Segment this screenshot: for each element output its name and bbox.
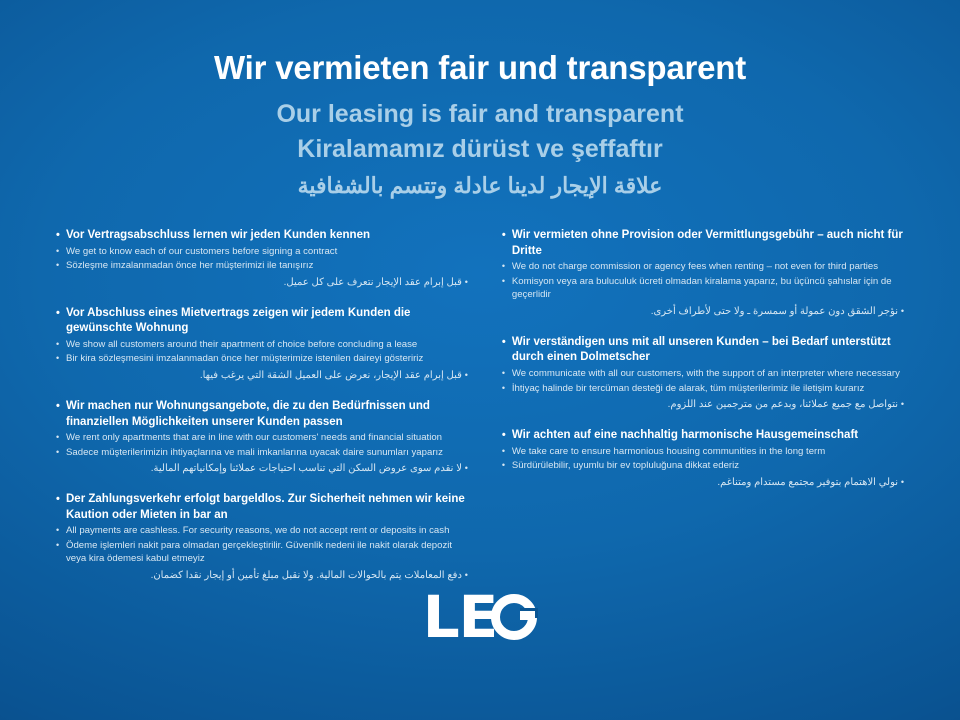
block-heading-text: Wir achten auf eine nachhaltig harmonische Hausgemeinschaft xyxy=(511,429,859,442)
block-heading xyxy=(502,335,904,366)
block-sub xyxy=(56,352,468,366)
bullet-icon: • xyxy=(501,367,506,378)
bullet-icon: • xyxy=(56,493,60,506)
block-sub-text: Sadece müşterilerimizin ihtiyaçlarına ve mali imkanlarına uyacak daire sunumları yaparız xyxy=(66,446,443,458)
logo-g-ring-icon xyxy=(491,594,537,640)
bullet-icon: • xyxy=(464,570,468,581)
block-sub-arabic-text: قبل إبرام عقد الإيجار نتعرف على كل عميل. xyxy=(283,276,462,288)
block-heading-text: Wir verständigen uns mit all unseren Kunden – bei Bedarf unterstützt durch einen Dolmetscher xyxy=(511,335,891,364)
block-sub-text: We communicate with all our customers, with the support of an interpreter where necessary xyxy=(511,367,900,379)
block-sub xyxy=(502,275,904,302)
page-title-tr: Kiralamamız dürüst ve şeffaftır xyxy=(297,135,663,164)
bullet-icon: • xyxy=(56,446,60,457)
block-sub-arabic xyxy=(56,568,468,583)
content-columns xyxy=(0,228,960,599)
bullet-icon: • xyxy=(501,382,506,393)
block-heading xyxy=(56,228,468,244)
block-sub xyxy=(502,445,904,459)
block-sub-text: İhtiyaç halinde bir tercüman desteği de alarak, tüm müşterilerimiz ile iletişim kurarız xyxy=(511,382,865,394)
block-sub-arabic-text: دفع المعاملات يتم بالحوالات المالية. ولا نقبل مبلغ تأمين أو إيجار نقدا كضمان. xyxy=(150,570,462,582)
bullet-icon: • xyxy=(56,432,60,443)
bullet-icon: • xyxy=(56,399,60,412)
block-sub-arabic xyxy=(56,461,468,476)
page-title-de: Wir vermieten fair und transparent xyxy=(213,49,747,86)
bullet-icon: • xyxy=(56,525,60,536)
bullet-icon: • xyxy=(56,539,60,550)
bullet-icon: • xyxy=(501,445,506,456)
bullet-icon: • xyxy=(900,399,904,410)
page-title-ar: علاقة الإيجار لدينا عادلة وتتسم بالشفافية xyxy=(297,173,663,199)
block-sub-text: Komisyon veya ara buluculuk ücreti olmadan kiralama yaparız, bu üçüncü şahıslar için de geçerlidir xyxy=(511,275,892,301)
list-item xyxy=(502,228,904,319)
block-sub-arabic xyxy=(502,304,904,319)
block-heading xyxy=(56,399,468,430)
block-sub xyxy=(502,459,904,473)
block-sub-arabic-text: نولي الاهتمام بتوفير مجتمع مستدام ومتناغم. xyxy=(717,476,899,488)
bullet-icon: • xyxy=(501,229,506,241)
block-sub xyxy=(56,446,468,460)
block-sub-text: We show all customers around their apartment of choice before concluding a lease xyxy=(66,338,418,350)
list-item xyxy=(56,492,468,583)
list-item xyxy=(56,399,468,476)
block-sub xyxy=(502,367,904,381)
bullet-icon: • xyxy=(56,260,60,271)
block-sub xyxy=(56,245,468,259)
list-item xyxy=(502,335,904,412)
block-heading-text: Wir machen nur Wohnungsangebote, die zu den Bedürfnissen und finanziellen Möglichkeiten unserer Kunden passen xyxy=(66,399,430,428)
bullet-icon: • xyxy=(56,306,60,319)
left-column xyxy=(56,228,468,599)
logo-wrap xyxy=(422,583,538,651)
leg-logo xyxy=(0,583,960,652)
block-heading xyxy=(502,428,904,444)
bullet-icon: • xyxy=(56,229,60,241)
block-sub xyxy=(56,338,468,352)
block-sub-text: We get to know each of our customers before signing a contract xyxy=(66,245,338,257)
block-sub-arabic-text: قبل إبرام عقد الإيجار، نعرض على العميل الشقة التي يرغب فيها. xyxy=(199,369,462,381)
block-heading xyxy=(502,228,904,259)
list-item xyxy=(502,428,904,490)
block-sub xyxy=(56,524,468,538)
block-sub-text: We do not charge commission or agency fees when renting – not even for third parties xyxy=(511,261,879,273)
block-heading xyxy=(56,306,468,337)
block-sub-text: All payments are cashless. For security reasons, we do not accept rent or deposits in cash xyxy=(66,525,450,537)
page-title-en: Our leasing is fair and transparent xyxy=(276,99,684,128)
block-sub-arabic-text: لا نقدم سوى عروض السكن التي تناسب احتياجات عملائنا وإمكانياتهم المالية. xyxy=(150,463,462,475)
bullet-icon: • xyxy=(900,476,904,487)
bullet-icon: • xyxy=(464,276,468,287)
block-sub xyxy=(56,259,468,273)
block-sub-arabic xyxy=(502,475,904,490)
headings-group xyxy=(0,0,960,202)
block-sub-text: We rent only apartments that are in line with our customers' needs and financial situation xyxy=(66,432,443,444)
block-sub-arabic xyxy=(56,275,468,290)
bullet-icon: • xyxy=(464,463,468,474)
bullet-icon: • xyxy=(56,338,60,349)
block-sub-arabic xyxy=(56,368,468,383)
block-sub-arabic-text: نؤجر الشقق دون عمولة أو سمسرة ـ ولا حتى لأطراف أخرى. xyxy=(650,305,899,317)
list-item xyxy=(56,228,468,290)
bullet-icon: • xyxy=(501,429,506,442)
block-sub-text: Bir kira sözleşmesini imzalanmadan önce her müşterimize istenilen daireyi gösteririz xyxy=(66,353,424,365)
bullet-icon: • xyxy=(501,460,506,471)
block-heading xyxy=(56,492,468,523)
block-sub-arabic-text: نتواصل مع جميع عملائنا، وبدعم من مترجمين عند اللزوم. xyxy=(667,399,899,411)
block-sub-text: Sürdürülebilir, uyumlu bir ev topluluğuna dikkat ederiz xyxy=(511,460,740,472)
block-heading-text: Wir vermieten ohne Provision oder Vermittlungsgebühr – auch nicht für Dritte xyxy=(511,229,903,257)
logo-text: LE xyxy=(422,583,498,651)
block-sub xyxy=(502,260,904,274)
block-sub xyxy=(502,382,904,396)
block-sub-text: Ödeme işlemleri nakit para olmadan gerçekleştirilir. Güvenlik nedeni ile nakit olarak depozit veya kira ödemesi kabul etmeyiz xyxy=(66,539,453,565)
bullet-icon: • xyxy=(464,369,468,380)
bullet-icon: • xyxy=(56,353,60,364)
block-sub-text: We take care to ensure harmonious housing communities in the long term xyxy=(511,445,826,457)
bullet-icon: • xyxy=(501,261,506,272)
block-sub-text: Sözleşme imzalanmadan önce her müşterimizi ile tanışırız xyxy=(66,260,314,272)
block-sub-arabic xyxy=(502,397,904,412)
block-sub xyxy=(56,539,468,566)
bullet-icon: • xyxy=(56,245,60,256)
block-heading-text: Vor Vertragsabschluss lernen wir jeden Kunden kennen xyxy=(66,229,370,241)
block-sub xyxy=(56,431,468,445)
bullet-icon: • xyxy=(501,335,506,348)
bullet-icon: • xyxy=(900,305,904,316)
list-item xyxy=(56,306,468,383)
bullet-icon: • xyxy=(501,275,506,286)
block-heading-text: Vor Abschluss eines Mietvertrags zeigen wir jedem Kunden die gewünschte Wohnung xyxy=(66,306,411,335)
block-heading-text: Der Zahlungsverkehr erfolgt bargeldlos. Zur Sicherheit nehmen wir keine Kaution oder Mieten in bar an xyxy=(66,493,465,521)
right-column xyxy=(492,228,904,599)
